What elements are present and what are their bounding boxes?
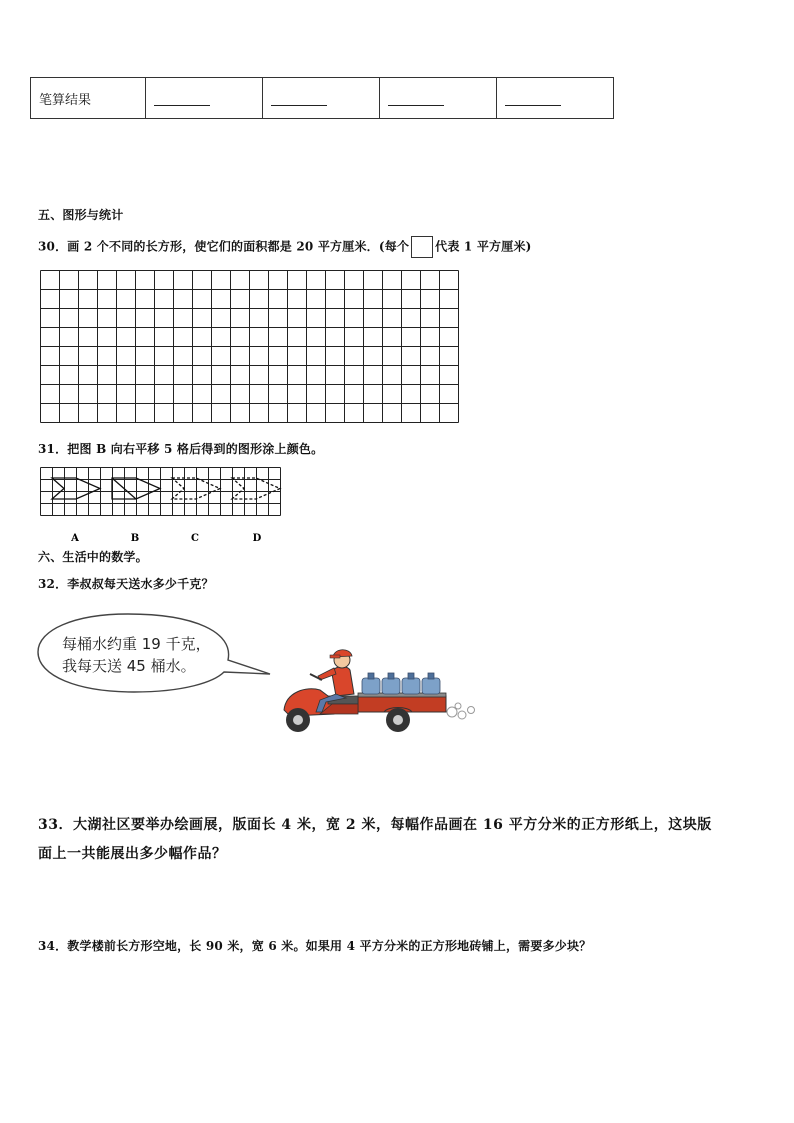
- translation-grid-31[interactable]: [38, 466, 284, 546]
- drawing-grid-30[interactable]: [40, 270, 460, 424]
- label-c: C: [191, 533, 199, 544]
- answer-blank-3[interactable]: [380, 78, 497, 119]
- question-30: [38, 236, 532, 258]
- label-d: D: [252, 533, 262, 544]
- question-33-line-2: 面上一共能展出多少幅作品？: [38, 846, 227, 862]
- label-a: A: [71, 533, 79, 544]
- delivery-tricycle-icon: [276, 640, 482, 740]
- answer-blank-4[interactable]: [497, 78, 614, 119]
- bubble-line-1: 每桶水约重 19 千克，: [62, 635, 211, 653]
- question-33-line-1: 33．大湖社区要举办绘画展，版面长 4 米，宽 2 米，每幅作品画在 16 平方分米的正方形纸上，这块版: [38, 817, 712, 833]
- answer-blank-1[interactable]: [146, 78, 263, 119]
- bubble-line-2: 我每天送 45 桶水。: [62, 657, 196, 675]
- unit-square-icon: [411, 236, 433, 258]
- section-5-title: 五、图形与统计: [38, 208, 124, 222]
- question-32: 32．李叔叔每天送水多少千克？: [38, 577, 214, 591]
- section-6-title: 六、生活中的数学。: [38, 550, 148, 564]
- result-table: [30, 77, 614, 119]
- table-row: [31, 78, 614, 119]
- question-30-suffix: 代表 1 平方厘米): [435, 239, 532, 254]
- question-30-prefix: 30．画 2 个不同的长方形，使它们的面积都是 20 平方厘米．(每个: [38, 239, 410, 254]
- table-label: 笔算结果: [31, 78, 146, 119]
- answer-blank-2[interactable]: [263, 78, 380, 119]
- label-b: B: [130, 533, 140, 544]
- question-34: 34．教学楼前长方形空地，长 90 米，宽 6 米。如果用 4 平方分米的正方形地砖铺上，需要多少块？: [38, 939, 592, 953]
- question-31: 31．把图 B 向右平移 5 格后得到的图形涂上颜色。: [38, 442, 324, 456]
